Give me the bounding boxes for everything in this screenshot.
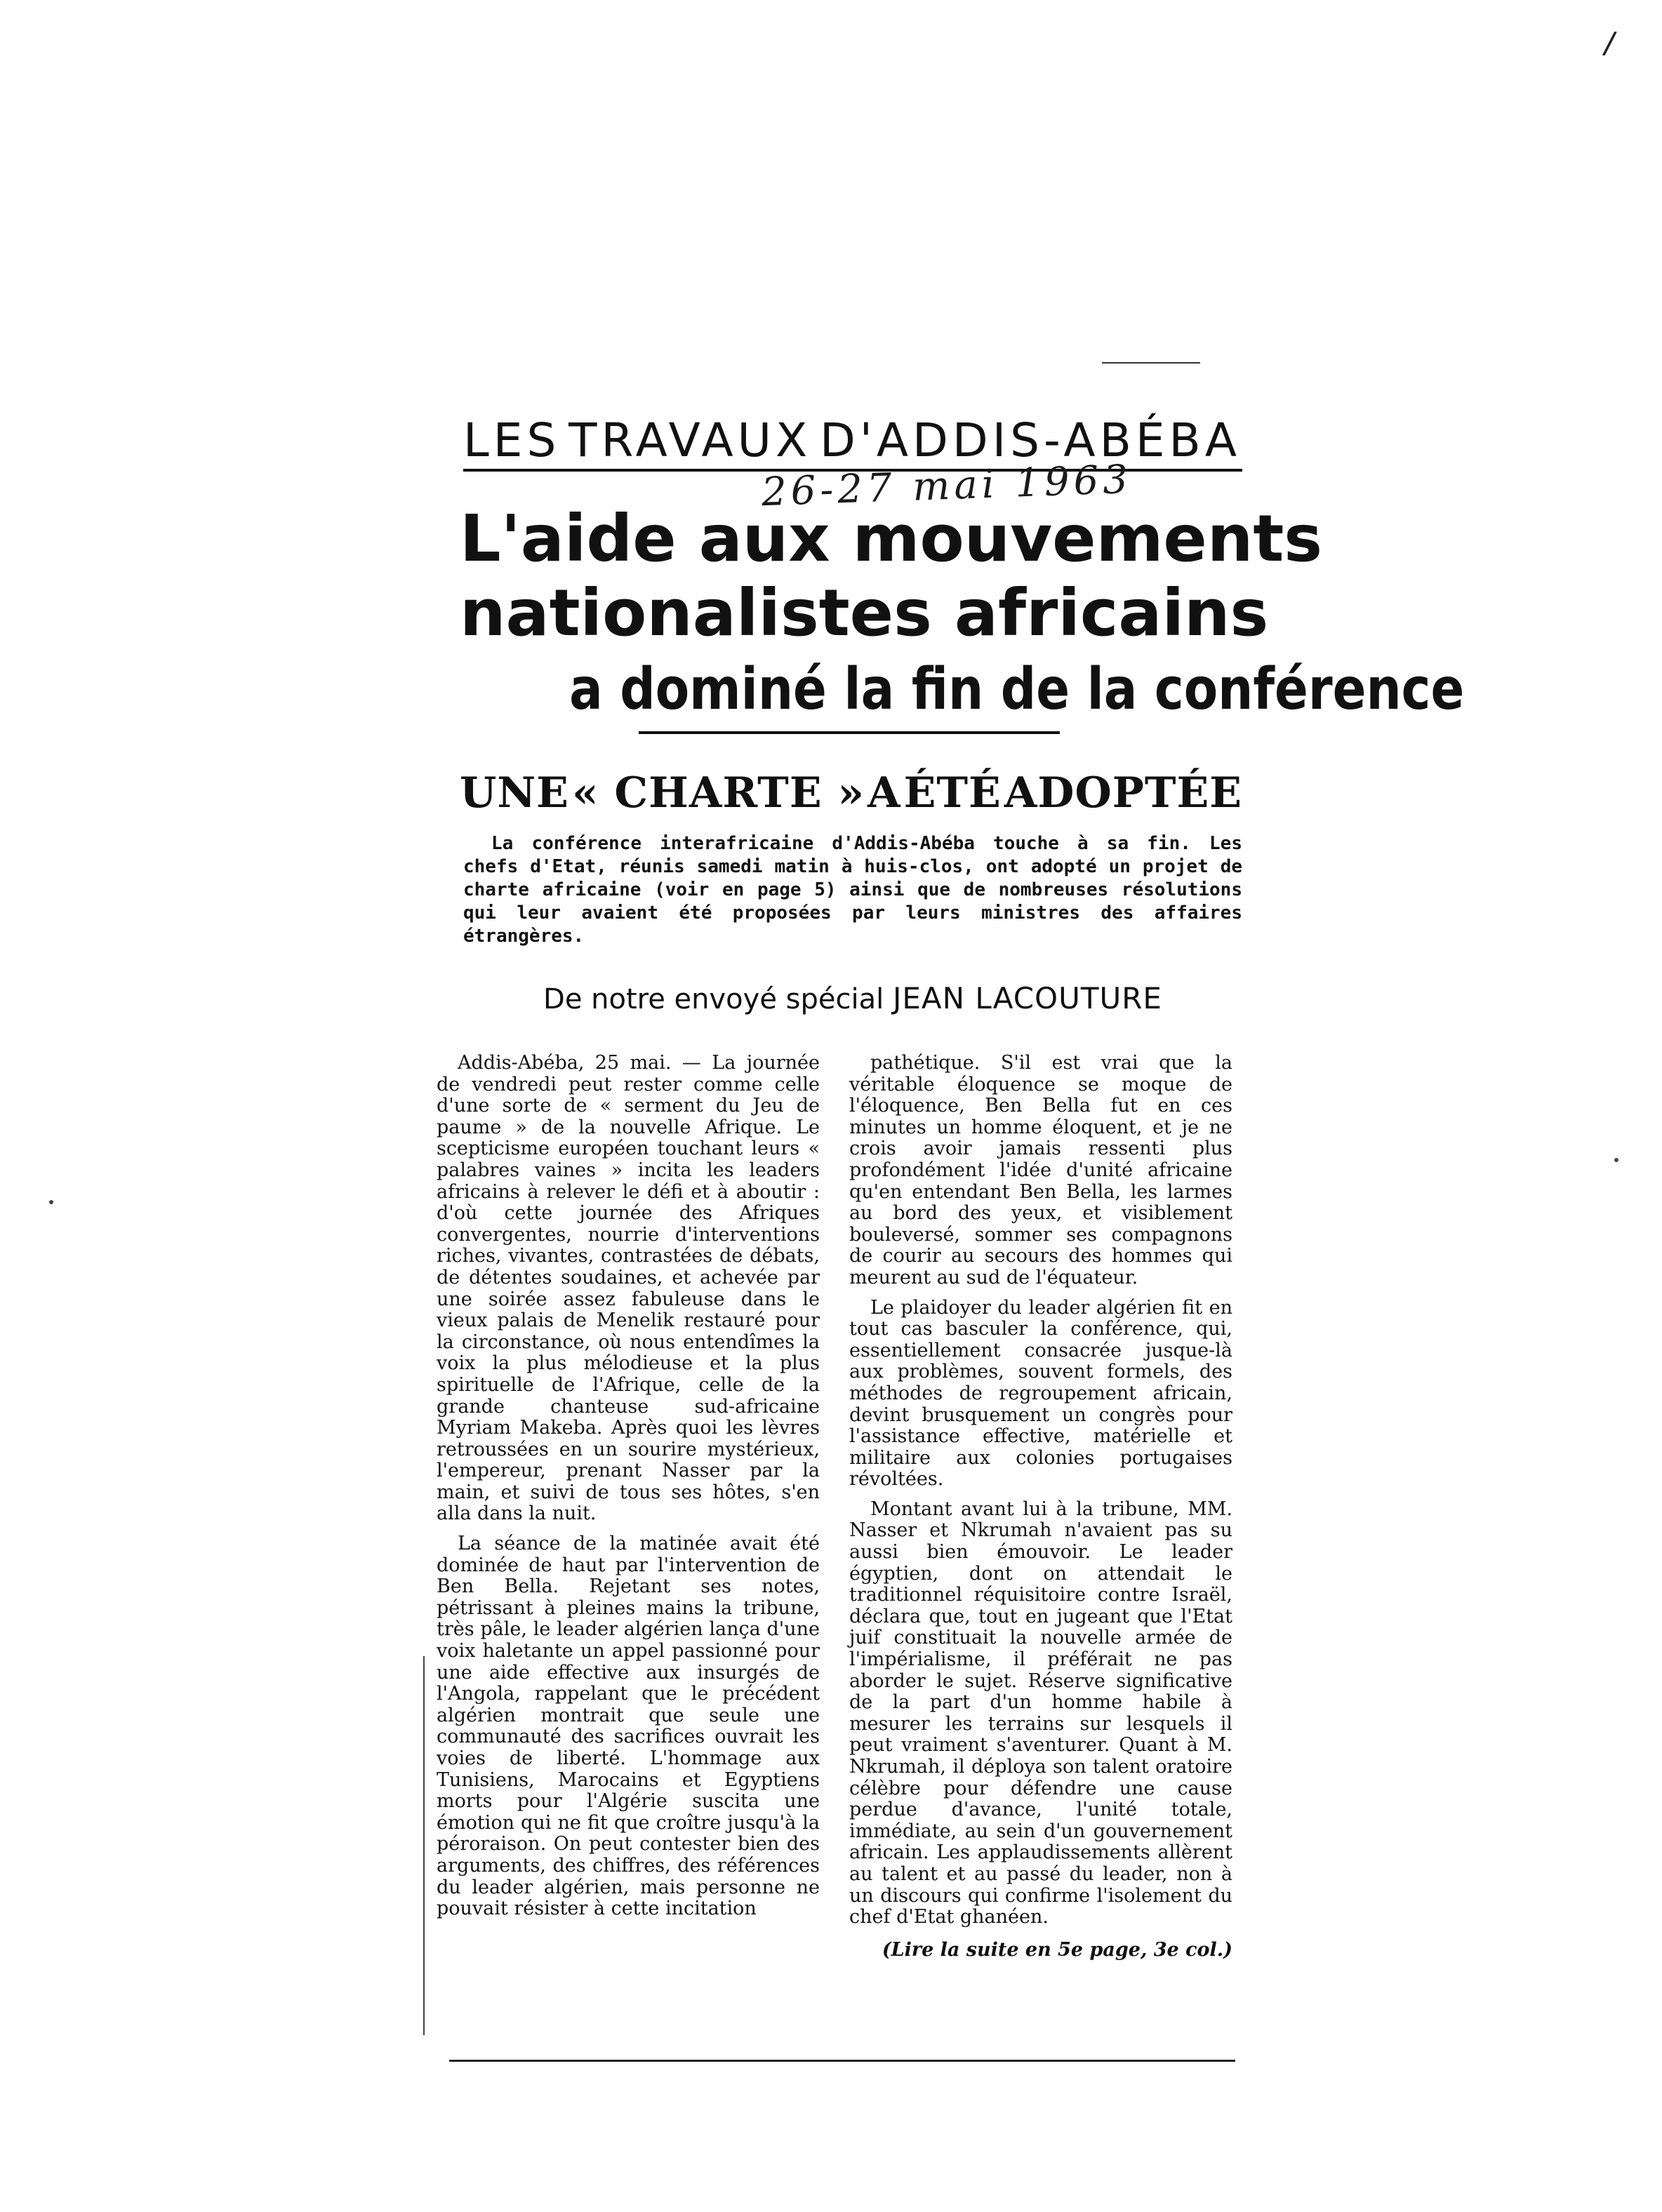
scan-speck (1614, 1158, 1618, 1162)
headline-line-3: a dominé la fin de la conférence (569, 656, 1465, 723)
byline (463, 981, 1242, 1015)
headline-separator-rule (639, 731, 1060, 734)
column-1-paragraph-2: La séance de la matinée avait été dominée de haut par l'intervention de Ben Bella. Rejetant ses notes, pétrissant à pleines mains la tribune, très pâle, le leader algérien lança d'une voix haletante un appel passionné pour une aide effective aux insurgés de l'Angola, rappelant que le précédent algérien montrait que seule une communauté des sacrifices ouvrait les voies de liberté. L'hommage aux Tunisiens, Marocains et Egyptiens morts pour l'Algérie suscita une émotion qui ne fit que croître jusqu'à la péroraison. On peut contester bien des arguments, des chiffres, des références du leader algérien, mais personne ne pouvait résister à cette incitation (437, 1533, 820, 1920)
bottom-rule (449, 2060, 1235, 2062)
rubric-word-3: D'ADDIS-ABÉBA (819, 413, 1241, 467)
subhead-word-3: A (867, 768, 901, 818)
corner-pencil-mark: / (1601, 25, 1618, 62)
byline-author: JEAN LACOUTURE (892, 981, 1162, 1015)
column-2-paragraph-2: Le plaidoyer du leader algérien fit en tout cas basculer la conférence, qui, essentiellement consacrée jusque-là aux problèmes, souvent formels, des méthodes de regroupement africain, devint brusquement un congrès pour l'assistance effective, matérielle et militaire aux colonies portugaises révoltées. (849, 1296, 1232, 1491)
scan-speck (49, 1200, 53, 1204)
headline-line-2: nationalistes africains (460, 575, 1269, 651)
headline-line-1: L'aide aux mouvements (460, 501, 1323, 576)
article-column-1 (437, 1053, 820, 1928)
continued-on-page-note: (Lire la suite en 5e page, 3e col.) (882, 1938, 1232, 1961)
article-column-2 (849, 1053, 1232, 1969)
subhead-word-2: « CHARTE » (571, 768, 865, 818)
handwritten-date: 26-27 mai 1963 (761, 456, 1133, 516)
subheadline (460, 765, 1242, 821)
column-2-paragraph-1: pathétique. S'il est vrai que la véritable éloquence se moque de l'éloquence, Ben Bella fut en ces minutes un homme éloquent, et je ne crois avoir jamais ressenti plus profondément l'idée d'unité africaine qu'en entendant Ben Bella, les larmes au bord des yeux, et visiblement bouleversé, sommer ses compagnons de courir au secours des hommes qui meurent au sud de l'équateur. (849, 1052, 1232, 1288)
top-short-rule (1102, 362, 1200, 364)
column-1-paragraph-1: Addis-Abéba, 25 mai. — La journée de vendredi peut rester comme celle d'une sorte de « serment du Jeu de paume » de la nouvelle Afrique. Le scepticisme européen touchant leurs « palabres vaines » incita les leaders africains à relever le défi et à aboutir : d'où cette journée des Afriques convergentes, nourrie d'interventions riches, vivantes, contrastées de débats, de détentes soudaines, et achevée par une soirée assez fabuleuse dans le vieux palais de Menelik restauré pour la circonstance, où nous entendîmes la voix la plus mélodieuse et la plus spirituelle de l'Afrique, celle de la grande chanteuse sud-africaine Myriam Makeba. Après quoi les lèvres retroussées en un sourire mystérieux, l'empereur, prenant Nasser par la main, et suivi de tous ses hôtes, s'en alla dans la nuit. (437, 1052, 820, 1525)
rubric-word-1: LES (463, 413, 561, 467)
column-2-paragraph-3: Montant avant lui à la tribune, MM. Nasser et Nkrumah n'avaient pas su aussi bien émouvoir. Le leader égyptien, dont on attendait le traditionnel réquisitoire contre Israël, déclara que, tout en jugeant que l'Etat juif constituait la nouvelle armée de l'impérialisme, il préférait ne pas aborder le sujet. Réserve significative de la part d'un homme habile à mesurer les terrains sur lesquels il peut vraiment s'aventurer. Quant à M. Nkrumah, il déploya son talent oratoire célèbre pour défendre une cause perdue d'avance, l'unité totale, immédiate, au sein d'un gouvernement africain. Les applaudissements allèrent au talent et au passé du leader, non à un discours qui confirme l'isolement du chef d'Etat ghanéen. (849, 1498, 1232, 1928)
subhead-word-4: ÉTÉ (903, 768, 1002, 818)
byline-prefix: De notre envoyé spécial (543, 983, 884, 1015)
column-margin-line (423, 1656, 425, 2035)
rubric-word-2: TRAVAUX (569, 413, 812, 467)
subhead-word-5: ADOPTÉE (1004, 768, 1242, 818)
subhead-word-1: UNE (460, 768, 569, 818)
lead-paragraph: La conférence interafricaine d'Addis-Abéba touche à sa fin. Les chefs d'Etat, réunis samedi matin à huis-clos, ont adopté un projet de charte africaine (voir en page 5) ainsi que de nombreuses résolutions qui leur avaient été proposées par leurs ministres des affaires étrangères. (463, 833, 1242, 947)
